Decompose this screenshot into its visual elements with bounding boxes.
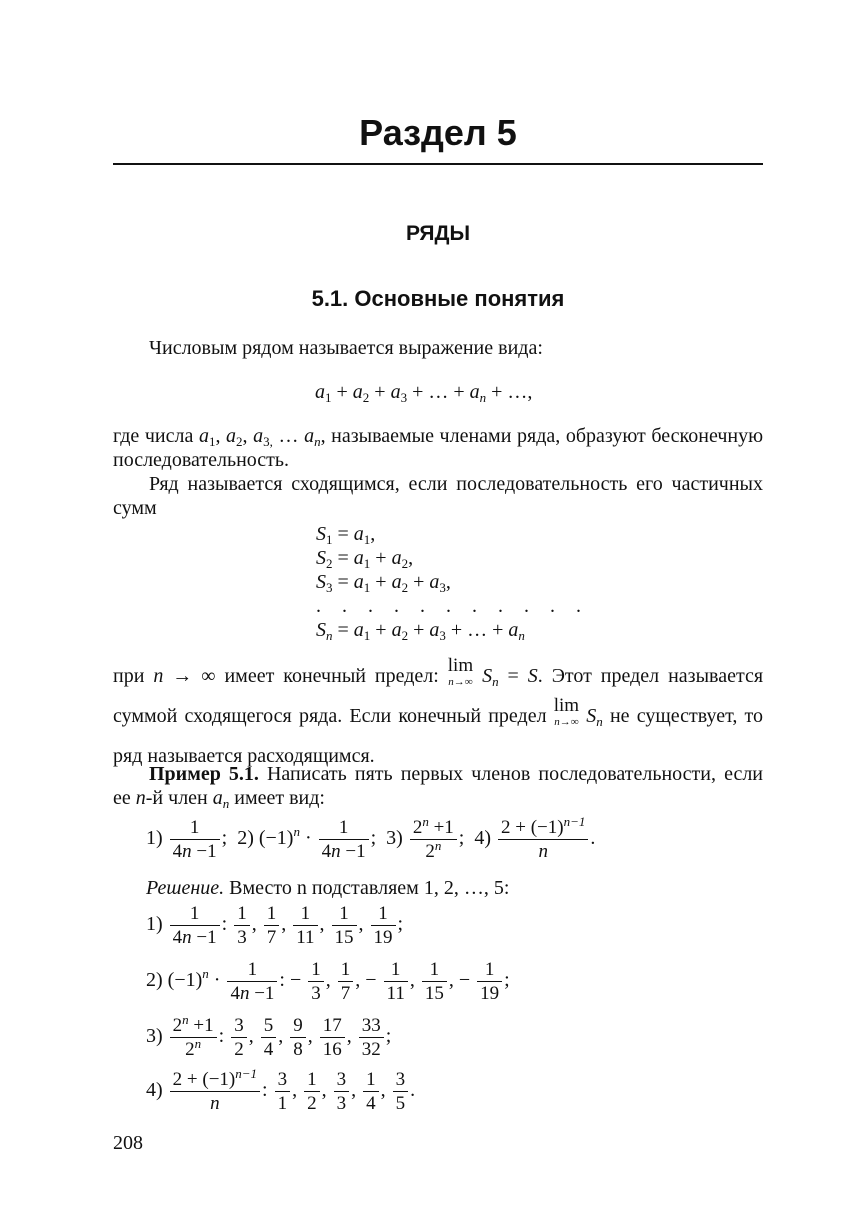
answer-row-3: 3) $\frac{2^n +1}{2^n}$ : $\frac{3}{2}$ , $\frac{5}{4}$ , $\frac{9}{8}$ , $\frac{17}{16}$ , $\frac{33}{32}$ ;: [146, 1012, 392, 1060]
partial-sum-2: $S_2 = a_1 + a_2$,: [316, 547, 414, 571]
limit-paragraph-c: Этот предел называется суммой сходящегося ряда. Если конечный предел: [113, 665, 764, 727]
example-text-c: имеет вид:: [234, 787, 325, 809]
partial-sums-block: [316, 522, 589, 642]
partial-sum-3: $S_3 = a_1 + a_2 + a_3$,: [316, 571, 451, 595]
terms-paragraph-end: , называемые членами ряда, образуют бесконечную последовательность.: [113, 425, 764, 471]
example-task-formulas: 1) $\frac{1}{4n -1}$ ; 2) $(-1)^n$ · $\frac{1}{4n -1}$ ; 3) $\frac{2^n +1}{2^n}$ ; 4) $\frac{2 + (-1)^{n-1}}{n}$ .: [146, 814, 596, 862]
solution-text: Вместо n подставляем 1, 2, …, 5:: [229, 877, 510, 899]
limit-paragraph-d: не существует, то ряд называется расходящимся.: [113, 705, 764, 767]
example-label: Пример 5.1.: [149, 763, 259, 785]
limit-expression-2: lim n→∞: [553, 695, 580, 728]
partial-sum-1: $S_1 = a_1$,: [316, 523, 376, 547]
limit-paragraph: при n → ∞ имеет конечный предел: lim n→∞ $S_n = S$. Этот предел называется суммой сходящегося ряда. Если конечный предел lim n→∞ $S_n$ не существует, то ряд называется расходящимся.: [113, 655, 764, 767]
subsection-title: 5.1. Основные понятия: [311, 286, 565, 311]
terms-paragraph: где числа $a_1$, $a_2$, $a_{3,}$ … $a_n$, называемые членами ряда, образуют бесконечную последовательность.: [113, 425, 764, 471]
definition-paragraph: Числовым рядом называется выражение вида:: [149, 337, 543, 359]
limit-paragraph-a: при: [113, 665, 145, 687]
chapter-divider: [113, 163, 763, 165]
partial-sum-n: $S_n = a_1 + a_2 + a_3$ + … + $a_n$: [316, 619, 525, 643]
answer-row-2: 2) $(-1)^n$ · $\frac{1}{4n -1}$ : − $\frac{1}{3}$ , $\frac{1}{7}$ , − $\frac{1}{11}$ , $\frac{1}{15}$ , − $\frac{1}{19}$ ;: [146, 959, 510, 1004]
answer-row-1: 1) $\frac{1}{4n -1}$ : $\frac{1}{3}$ , $\frac{1}{7}$ , $\frac{1}{11}$ , $\frac{1}{15}$ , $\frac{1}{19}$ ;: [146, 903, 404, 948]
example-text-a: Написать пять первых членов последовательности, если ее: [113, 763, 764, 809]
page-number: 208: [113, 1132, 143, 1154]
solution-label: Решение.: [146, 877, 225, 899]
series-formula: $a_1 + a_2 + a_3$ + … + $a_n$ + …,: [315, 381, 533, 405]
partial-sum-ellipsis: . . . . . . . . . . .: [316, 595, 589, 617]
example-text-b: -й член: [145, 787, 208, 809]
convergence-paragraph: Ряд называется сходящимся, если последовательность его частичных сумм: [113, 473, 763, 519]
chapter-title: Раздел 5: [359, 112, 517, 153]
limit-expression: lim n→∞: [447, 655, 474, 688]
limit-paragraph-b: имеет конечный предел:: [224, 665, 439, 687]
example-statement: Пример 5.1. Написать пять первых членов последовательности, если ее n-й член $a_n$ имеет вид:: [113, 763, 764, 811]
section-title: РЯДЫ: [405, 222, 471, 245]
solution-line: [146, 876, 763, 900]
terms-paragraph-start: где числа: [113, 425, 194, 447]
answer-row-4: 4) $\frac{2 + (-1)^{n-1}}{n}$ : $\frac{3}{1}$ , $\frac{1}{2}$ , $\frac{3}{3}$ , $\frac{1}{4}$ , $\frac{3}{5}$ .: [146, 1066, 416, 1114]
